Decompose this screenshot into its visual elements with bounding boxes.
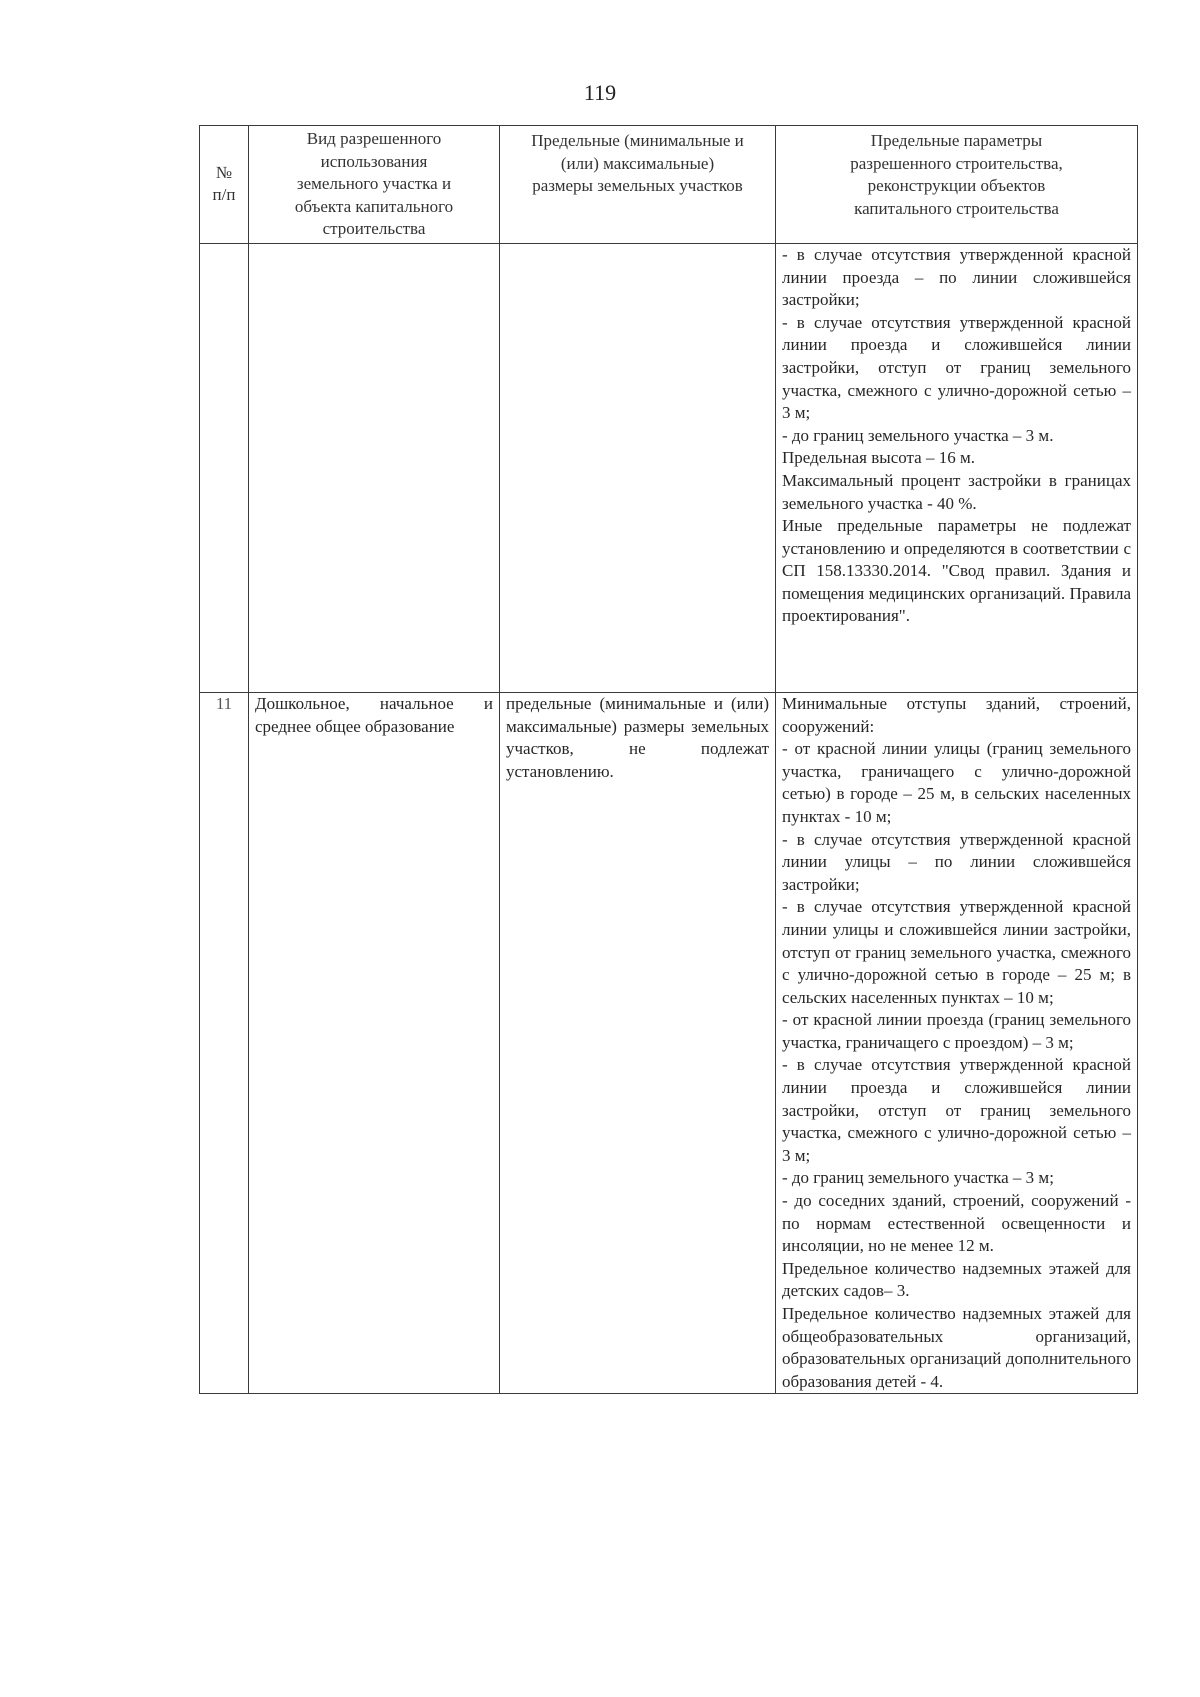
param-paragraph: - в случае отсутствия утвержденной красной линии улицы и сложившейся линии застройки, отступ от границ земельного участка, смежного с улично-дорожной сетью в городе – 25 м; в сельских населенных пунктах – 10 м; xyxy=(782,897,1131,1007)
page-number: 119 xyxy=(583,80,617,105)
param-paragraph: Иные предельные параметры не подлежат установлению и определяются в соответствии с СП 158.13330.2014. "Свод правил. Здания и помещения медицинских организаций. Правила проектирования". xyxy=(782,516,1131,626)
row-use-kind: Дошкольное, начальное и среднее общее образование xyxy=(249,692,500,1393)
param-paragraph: - от красной линии улицы (границ земельного участка, граничащего с улично-дорожной сетью) в городе – 25 м, в сельских населенных пунктах - 10 м; xyxy=(782,739,1131,826)
row-plot-sizes xyxy=(500,243,776,692)
table-row xyxy=(200,692,1138,1393)
param-paragraph: Предельная высота – 16 м. xyxy=(782,448,975,468)
table-row xyxy=(200,243,1138,692)
param-paragraph: - до границ земельного участка – 3 м; xyxy=(782,1168,1054,1188)
param-paragraph: Предельное количество надземных этажей для общеобразовательных организаций, образовательных организаций дополнительного образования детей - 4. xyxy=(782,1304,1131,1391)
row-construction-params xyxy=(776,243,1138,692)
row-construction-params xyxy=(776,692,1138,1393)
header-plot-sizes: Предельные (минимальные и (или) максимальные) размеры земельных участков xyxy=(500,126,776,244)
param-paragraph: - от красной линии проезда (границ земельного участка, граничащего с проездом) – 3 м; xyxy=(782,1010,1131,1052)
header-construction-params: Предельные параметры разрешенного строительства, реконструкции объектов капитального строительства xyxy=(776,126,1138,244)
row-number xyxy=(200,243,249,692)
row-number: 11 xyxy=(200,692,249,1393)
param-paragraph: Максимальный процент застройки в границах земельного участка - 40 %. xyxy=(782,470,1131,513)
param-paragraph: Предельное количество надземных этажей для детских садов– 3. xyxy=(782,1258,1131,1301)
param-paragraph: - до соседних зданий, строений, сооружений - по нормам естественной освещенности и инсоляции, но не менее 12 м. xyxy=(782,1191,1131,1256)
row-plot-sizes: предельные (минимальные и (или) максимальные) размеры земельных участков, не подлежат установлению. xyxy=(500,692,776,1393)
table-header-row xyxy=(200,126,1138,244)
row-use-kind xyxy=(249,243,500,692)
param-paragraph: - в случае отсутствия утвержденной красной линии улицы – по линии сложившейся застройки; xyxy=(782,829,1131,894)
param-paragraph: Минимальные отступы зданий, строений, сооружений: xyxy=(782,693,1131,736)
param-paragraph: - до границ земельного участка – 3 м. xyxy=(782,425,1054,445)
regulations-table xyxy=(199,125,1138,1394)
param-paragraph: - в случае отсутствия утвержденной красной линии проезда и сложившейся линии застройки, отступ от границ земельного участка, смежного с улично-дорожной сетью – 3 м; xyxy=(782,312,1131,423)
param-paragraph: - в случае отсутствия утвержденной красной линии проезда – по линии сложившейся застройки; xyxy=(782,244,1131,310)
header-use-kind: Вид разрешенного использования земельного участка и объекта капитального строительства xyxy=(249,126,500,244)
header-number: № п/п xyxy=(200,126,249,244)
param-paragraph: - в случае отсутствия утвержденной красной линии проезда и сложившейся линии застройки, отступ от границ земельного участка, смежного с улично-дорожной сетью – 3 м; xyxy=(782,1055,1131,1165)
